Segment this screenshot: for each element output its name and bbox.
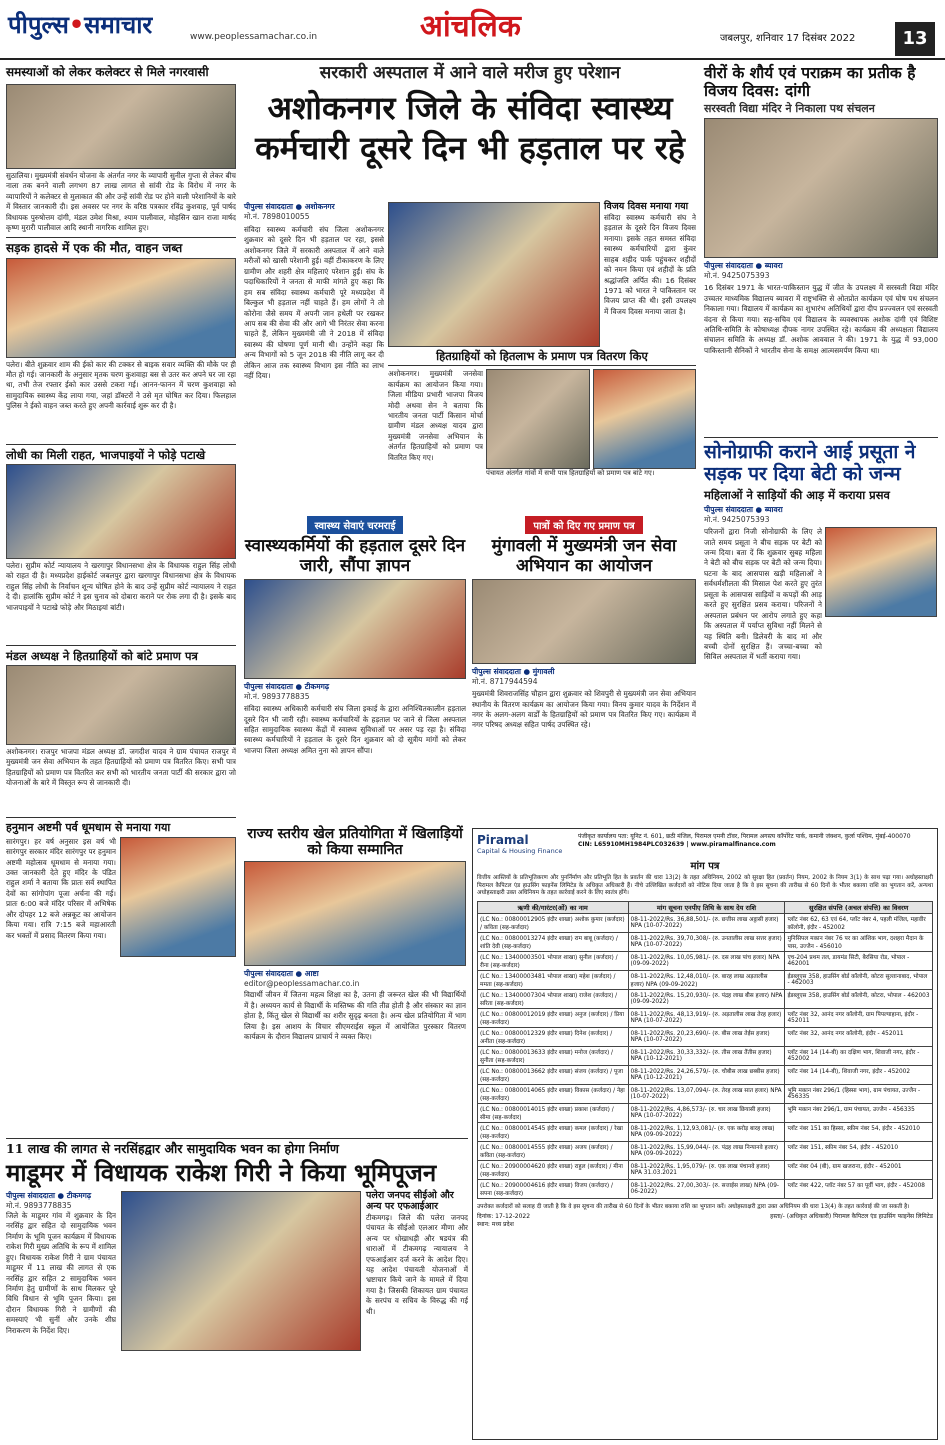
table-cell: (LC No.: 13400003481 भोपाल शाखा) महेश (कर्जदार) / ममता (सह-कर्जदार) (478, 970, 629, 989)
notice-intro: वित्तीय आस्तियों के प्रतिभूतिकरण और पुनर्निर्माण और प्रतिभूति हित के प्रवर्तन की धारा 13(2) के तहत अधिनियम, 2002 को सुरक्षा हित (प्रवर्तन) नियम, 2002 के नियम 3(1) के साथ पढ़ा गया। अधोहस्ताक्षरी पिरामल कैपिटल एंड हाउसिंग फाइनेंस लिमिटेड के अधिकृत अधिकारी हैं। नीचे उल्लिखित कर्जदारों को नोटिस दिया जाता है कि वे इस सूचना की तारीख से 60 दिनों के भीतर बकाया राशि का भुगतान करें, अन्यथा अधोहस्ताक्षरी उक्त अधिनियम के तहत कार्रवाई करने के लिए स्वतंत्र होंगे। (477, 875, 933, 897)
table-cell: प्लॉट नंबर 14 (14-बी), शिवाजी नगर, इंदौर - 452002 (785, 1065, 933, 1084)
notice-place: स्थान: मध्य प्रदेश (477, 1220, 514, 1228)
table-cell: प्लॉट नंबर 422, प्लॉट नंबर 57 का पूर्वी भाग, इंदौर - 452008 (785, 1179, 933, 1198)
contact: मो.नं. 7898010055 (244, 212, 310, 221)
table-row (478, 1160, 933, 1179)
dateline: जबलपुर, शनिवार 17 दिसंबर 2022 (720, 33, 856, 44)
table-cell: प्लॉट नंबर 151, स्कीम नंबर 54, इंदौर - 452010 (785, 1141, 933, 1160)
table-cell: ईडब्लूएस 358, हाउसिंग बोर्ड कॉलोनी, कोटरा, भोपाल - 462003 (785, 989, 933, 1008)
kicker: सरकारी अस्पताल में आने वाले मरीज हुए परेशान (319, 63, 621, 83)
lead-headline-line1: अशोकनगर जिले के संविदा स्वास्थ्य (267, 88, 673, 127)
photo (120, 837, 236, 957)
table-row (478, 932, 933, 951)
story-body: टीकमगढ़। जिले की पलेरा जनपद पंचायत के सीईओ एलआर मीणा और अन्य पर धोखाधड़ी और षडयंत्र की धाराओं में टीकमगढ़ न्यायालय ने एफआईआर दर्ज करने के आदेश दिए। यह आदेश पंचायती योजनाओं में भ्रष्टाचार किये जाने के मामले में दिया गया है। जिसकी शिकायत ग्राम पंचायत के सरपंच व सचिव के विरुद्ध की गई थी। (366, 1212, 468, 1316)
table-cell: (LC No.: 00800013633 इंदौर शाखा) मनोज (कर्जदार) / सुनीता (सह-कर्जदार) (478, 1046, 629, 1065)
contact: मो.नं. 9893778835 (6, 1200, 72, 1210)
photo (6, 464, 236, 559)
table-cell: प्लॉट नंबर 32, आनंद नगर कॉलोनी, इंदौर - 452011 (785, 1027, 933, 1046)
story-body: परिजनों द्वारा निजी सोनोग्राफी के लिए ले जाते समय प्रसूता ने बीच सड़क पर बेटी को जन्म दिया। बता दें कि शुक्रवार सुबह महिला ने बेटी को बीच सड़क पर बेटी को जन्म दिया। घटना के बाद आसपास खड़ी महिलाओं ने सर्वधर्मशीलता की मिसाल पेश करते हुए तुरंत प्रसूता के आसपास साड़ियों व कपड़ों की आड़ करते हुए सुरक्षित प्रसव कराया। परिजनों ने अस्पताल प्रबंधन पर आरोप लगाते हुए कहा कि अस्पताल में पर्याप्त सुविधा नहीं मिलने से यह स्थिति बनी। डिलेवरी के बाद मां और बच्ची दोनों सुरक्षित हैं। जच्चा-बच्चा को सिविल अस्पताल में भर्ती कराया गया। (704, 527, 822, 662)
signatory: हस्ता/- (अधिकृत अधिकारी) पिरामल कैपिटल एंड हाउसिंग फाइनेंस लिमिटेड (770, 1212, 933, 1220)
story-headline: लोधी का मिली राहत, भाजपाइयों ने फोड़े पटाखे (6, 447, 206, 462)
contact: मो.नं. 8717944594 (472, 677, 538, 687)
table-cell: (LC No.: 00800013274 इंदौर शाखा) राम बाबू (कर्जदार) / शांति देवी (सह-कर्जदार) (478, 932, 629, 951)
table-cell: 08-11-2022/Rs. 24,26,579/- (रु. चौबीस लाख छब्बीस हजार) NPA (10-12-2021) (628, 1065, 785, 1084)
table-row (478, 1141, 933, 1160)
website-url[interactable]: www.peoplessamachar.co.in (190, 32, 318, 42)
table-cell: (LC No.: 00800014545 इंदौर शाखा) कमल (कर्जदार) / रेखा (सह-कर्जदार) (478, 1122, 629, 1141)
table-cell: 08-11-2022/Rs. 48,13,919/- (रु. अड़तालीस लाख तेरह हजार) NPA (10-07-2022) (628, 1008, 785, 1027)
table-cell: (LC No.: 00800012019 इंदौर शाखा) अनुज (कर्जदार) / प्रिया (सह-कर्जदार) (478, 1008, 629, 1027)
divider (6, 237, 236, 238)
certificate-story (388, 350, 696, 504)
photo (6, 258, 236, 358)
demand-notice-advert (472, 828, 938, 1440)
table-cell: ईडब्लूएस 358, हाउसिंग बोर्ड कॉलोनी, कोटरा सुल्तानाबाद, भोपाल - 462003 (785, 970, 933, 989)
story-headline: स्वास्थ्यकर्मियों की हड़ताल दूसरे दिन जारी, सौंपा ज्ञापन (244, 536, 466, 576)
photo (486, 369, 590, 469)
table-cell: (LC No.: 00800014555 इंदौर शाखा) अजय (कर्जदार) / कविता (सह-कर्जदार) (478, 1141, 629, 1160)
notice-table (477, 901, 933, 1199)
table-cell: (LC No.: 00800013662 इंदौर शाखा) संजय (कर्जदार) / पूजा (सह-कर्जदार) (478, 1065, 629, 1084)
story-headline: सड़क हादसे में एक की मौत, वाहन जब्त (6, 240, 183, 255)
story-headline: वीरों के शौर्य एवं पराक्रम का प्रतीक है विजय दिवस: दांगी (704, 63, 916, 100)
photo (244, 861, 466, 966)
divider (704, 437, 938, 438)
table-cell: (LC No.: 20900004620 इंदौर शाखा) राहुल (कर्जदार) / मीना (सह-कर्जदार) (478, 1160, 629, 1179)
table-cell: 08-11-2022/Rs. 39,70,308/- (रु. उनतालीस लाख सत्तर हजार) NPA (10-07-2022) (628, 932, 785, 951)
table-row (478, 989, 933, 1008)
table-row (478, 1103, 933, 1122)
story-body: सुठालिया। मुख्यमंत्री संवर्धन योजना के अंतर्गत नगर के व्यापारी सुनील गुप्ता से लेकर बीच नाला तक बनने वाली लगभग 87 लाख लागत से सांवी रोड के विरोध में नगर के व्यापारियों ने कलेक्टर से मुलाकात की और उन्हें सांवी रोड पर होने वाली परेशानियों के बारे में विस्तार जानकारी दी। इस अवसर पर नगर के वरिष्ठ पत्रकार रविंद्र कुशवाह, पूर्व पार्षद विधायक पुरुषोत्तम दांगी, मंडल उमेश मिश्रा, श्याम पालीवाल, मोहसिन खान राजा मार्षद कृष्ण मुरारी पालीवाल आदि स्थानी नागरिक शामिल हुए। (6, 170, 236, 232)
lead-headline-line2: कर्मचारी दूसरे दिन भी हड़ताल पर रहे (255, 129, 685, 168)
story-body: जिले के माडूमर गांव में शुक्रवार के दिन नरसिंह द्वार सहित दो सामुदायिक भवन निर्माण के भूमि पूजन कार्यक्रम में विधायक राकेश गिरी मुख्य अतिथि के रूप में शामिल हुए। विधायक राकेश गिरी ने ग्राम पंचायत माडूमर में 11 लाख की लागत से एक नरसिंह द्वार सहित 2 सामुदायिक भवन निर्माण हेतु ग्रामीणों के साथ मिलकर पूरे विधि विधान से भूमि पूजन किया। इस दौरान विधायक गिरी ने ग्रामीणों की समस्याएं भी सुनीं और उनके शीघ्र निराकरण के निर्देश दिए। (6, 1210, 116, 1335)
masthead (0, 0, 945, 60)
mungaoli-story (472, 514, 696, 799)
story-body: संविदा स्वास्थ्य कर्मचारी संघ जिला अशोकनगर शुक्रवार को दूसरे दिन भी हड़ताल पर रहा, इससे अशोकनगर जिले में सरकारी अस्पताल में आने वाले मरीजों को खासी परेशानी हुई। वहीं टीकाकरण के लिए ग्रामीण और शहरी क्षेत्र महिलाएं परेशान हुईं। संघ के पदाधिकारियों ने जनता से माफी मांगते हुए कहा कि हम सब संविदा स्वास्थ्य कर्मचारी पूरे मध्यप्रदेश में बिल्कुल भी हड़ताल नहीं चाहते हैं। हम लोगों ने तो कोरोना जैसे समय में अपनी जान हथेली पर रखकर आप सब की सेवा की और आगे भी निरंतर सेवा करना चाहते हैं, लेकिन मुख्यमंत्री जी ने 2018 में संविदा स्वास्थ्य की घोषणा पूर्ण मानी थी। उन्होंने कहा कि अन्य विभागों को 5 जून 2018 की नीति लागू कर दी लेकिन आज तक स्वास्थ्य विभाग इस नीति का लाभ नहीं दिया। (244, 225, 384, 381)
table-row (478, 1084, 933, 1103)
lead-photo (388, 202, 600, 347)
story-headline: मुंगावली में मुख्यमंत्री जन सेवा अभियान का आयोजन (491, 536, 677, 576)
table-cell: प्लॉट नंबर 32, आनंद नगर कॉलोनी, ग्राम पिपल्याहाना, इंदौर - 452011 (785, 1008, 933, 1027)
subheading: विजय दिवस मनाया गया (604, 201, 689, 212)
table-cell: (LC No.: 13400007304 भोपाल शाखा) राजेश (कर्जदार) / सरिता (सह-कर्जदार) (478, 989, 629, 1008)
notice-date: दिनांक: 17-12-2022 (477, 1212, 531, 1220)
table-header: ऋणी की/गारंटर(ओं) का नाम (478, 901, 629, 913)
table-cell: (LC No.: 00800014015 इंदौर शाखा) प्रकाश (कर्जदार) / सीमा (सह-कर्जदार) (478, 1103, 629, 1122)
cin: CIN: L65910MH1984PLC032639 | www.piramalfinance.com (578, 840, 776, 848)
section-title: आंचलिक (420, 9, 521, 44)
kicker: 11 लाख की लागत से नरसिंहद्वार और सामुदायिक भवन का होगा निर्माण (6, 1141, 339, 1156)
byline: पीपुल्स संवाददाता ● टीकमगढ़ (244, 682, 330, 692)
table-cell: मुनिसिपल मकान नंबर 76 पर का आंशिक भाग, दशहरा मैदान के पास, उज्जैन - 456010 (785, 932, 933, 951)
table-cell: 08-11-2022/Rs. 4,86,573/- (रु. चार लाख छियासी हजार) NPA (10-07-2022) (628, 1103, 785, 1122)
table-row (478, 1027, 933, 1046)
table-cell: 08-11-2022/Rs. 1,95,079/- (रु. एक लाख पंचानवे हजार) NPA 31.03.2021 (628, 1160, 785, 1179)
story-body: मुख्यमंत्री शिवराजसिंह चौहान द्वारा शुक्रवार को शिवपुरी से मुख्यमंत्री जन सेवा अभियान स्थानीय के वितरण कार्यक्रम का आयोजन किया गया। विनय कुमार यादव के निर्देशन में नगर के अलग-अलग वार्डों के हितग्राहियों को प्रमाण पत्र वितरित किए गए। कार्यक्रम में नगर परिषद अध्यक्ष सहित पार्षद उपस्थित रहे। (472, 689, 696, 730)
story-body: अशोकनगर। राजपुर भाजपा मंडल अध्यक्ष डॉ. जगदीश यादव ने ग्राम पंचायत राजपुर में मुख्यमंत्री जन सेवा अभियान के तहत हितग्राहियों को प्रमाण पत्र वितरित किए। सभी पात्र हितग्राहियों को प्रमाण पत्र वितरित कर सभी को भारतीय जनता पार्टी की सरकार द्वारा जो योजनाओं के बारे में विस्तृत रूप से जानकारी दी। (6, 747, 236, 788)
story-headline: सोनोग्राफी कराने आई प्रसूता ने सड़क पर दिया बेटी को जन्म (704, 441, 916, 486)
table-row (478, 1122, 933, 1141)
notice-title: मांग पत्र (690, 861, 720, 872)
story-body: पलेरा। सुप्रीम कोर्ट न्यायालय ने खरगापुर विधानसभा क्षेत्र के विधायक राहुल सिंह लोधी को राहत दी है। मध्यप्रदेश हाईकोर्ट जबलपुर द्वारा खरगापुर विधानसभा क्षेत्र के विधायक राहुल सिंह लोधी के निर्वाचन शून्य घोषित होने के बाद उन्हें सुप्रीम कोर्ट न्यायालय ने राहत दे दी। हालांकि सुप्रीम कोर्ट ने इस चुनाव को दोबारा कराने पर रोक लगा दी है। इसके बाद भाजपाइयों ने पटाखे फोड़े और मिठाइयां बांटी। (6, 560, 236, 612)
table-cell: 08-11-2022/Rs. 15,20,930/- (रु. पंद्रह लाख बीस हजार) NPA (09-09-2022) (628, 989, 785, 1008)
contact[interactable]: editor@peoplessamachar.co.in (244, 979, 360, 989)
lead-story (244, 64, 696, 167)
left-column (6, 64, 236, 1007)
table-cell: 08-11-2022/Rs. 15,99,044/- (रु. पंद्रह लाख निन्यानवे हजार) NPA (09-09-2022) (628, 1141, 785, 1160)
table-cell: (LC No.: 13400003501 भोपाल शाखा) सुनील (कर्जदार) / रीना (सह-कर्जदार) (478, 951, 629, 970)
table-cell: प्लॉट नंबर 14 (14-बी) का दक्षिण भाग, शिवाजी नगर, इंदौर - 452002 (785, 1046, 933, 1065)
photo (593, 369, 697, 469)
photo-caption: पंचायत अंतर्गत गांवों में सभी पात्र हितग्राहियों को प्रमाण पत्र बांटे गए। (486, 469, 655, 478)
table-cell: 08-11-2022/Rs. 30,33,332/- (रु. तीस लाख तैंतीस हजार) NPA (10-12-2021) (628, 1046, 785, 1065)
table-cell: (LC No.: 00800012905 इंदौर शाखा) अशोक कुमार (कर्जदार) / कविता (सह-कर्जदार) (478, 913, 629, 932)
story-headline: समस्याओं को लेकर कलेक्टर से मिले नगरवासी (6, 65, 209, 79)
story-headline: राज्य स्तरीय खेल प्रतियोगिता में खिलाड़ियों को किया सम्मानित (247, 826, 463, 859)
table-header: मांग सूचना एनपीए तिथि के साथ देय राशि (628, 901, 785, 913)
byline: पीपुल्स संवाददाता ● मुंगावली (472, 667, 555, 677)
divider (6, 1138, 468, 1139)
table-cell: प्लॉट नंबर 04 (बी), ग्राम खजराना, इंदौर - 452001 (785, 1160, 933, 1179)
byline: पीपुल्स संवाददाता ● टीकमगढ़ (6, 1190, 92, 1200)
table-cell: 08-11-2022/Rs. 12,48,010/- (रु. बारह लाख अड़तालीस हजार) NPA (09-09-2022) (628, 970, 785, 989)
table-cell: प्लॉट नंबर 62, 63 एवं 64, प्लॉट नंबर 4, पहली मंजिल, महावीर कॉलोनी, इंदौर - 452002 (785, 913, 933, 932)
newspaper-logo: पीपुल्स•समाचार (8, 10, 153, 39)
section-tag: स्वास्थ्य सेवाएं चरमराई (307, 516, 404, 534)
table-cell: 08-11-2022/Rs. 36,88,501/- (रु. छत्तीस लाख अट्ठासी हजार) NPA (10-07-2022) (628, 913, 785, 932)
subheading: सरस्वती विद्या मंदिर ने निकाला पथ संचलन (704, 101, 875, 115)
story-body: संविदा स्वास्थ्य अधिकारी कर्मचारी संघ जिला इकाई के द्वारा अनिश्चितकालीन हड़ताल दूसरे दिन भी जारी रही। स्वास्थ्य कर्मचारियों के हड़ताल पर जाने से जिला अस्पताल सहित सामुदायिक स्वास्थ्य केंद्रों में स्वास्थ्य सुविधाओं पर असर पड़ रहा है। संविदा स्वास्थ्य कर्मचारियों ने हड़ताल के दूसरे दिन शुक्रवार को दो सूत्रीय मांगों को लेकर भाजपा जिला अध्यक्ष अमित नुना को ज्ञापन सौंपा। (244, 704, 466, 755)
table-row (478, 1179, 933, 1198)
byline: पीपुल्स संवाददाता ● ब्यावरा (704, 261, 783, 271)
photo (121, 1191, 361, 1351)
table-cell: भूमि मकान नंबर 296/1, ग्राम पंचायत, उज्जैन - 456335 (785, 1103, 933, 1122)
divider (6, 817, 236, 818)
page-number: 13 (895, 22, 935, 56)
madumar-story (6, 1138, 468, 1401)
photo (825, 527, 937, 617)
story-headline: हितग्राहियों को हितलाभ के प्रमाण पत्र वितरण किए (388, 350, 696, 366)
right-column (704, 64, 938, 747)
divider (6, 645, 236, 646)
photo (244, 579, 466, 679)
table-cell: प्लॉट नंबर 151 का हिस्सा, स्कीम नंबर 54, इंदौर - 452010 (785, 1122, 933, 1141)
photo (472, 579, 696, 664)
contact: मो.नं. 9893778835 (244, 692, 310, 702)
story-headline: माडूमर में विधायक राकेश गिरी ने किया भूमिपूजन (6, 1158, 437, 1188)
table-cell: (LC No.: 00800012329 इंदौर शाखा) दिनेश (कर्जदार) / अनीता (सह-कर्जदार) (478, 1027, 629, 1046)
divider (6, 444, 236, 445)
photo (6, 665, 236, 745)
story-body: अशोकनगर। मुख्यमंत्री जनसेवा कार्यक्रम का आयोजन किया गया। जिला मीडिया प्रभारी भाजपा विजय मोदी अथवा सेन ने बताया कि भारतीय जनता पार्टी किसान मोर्चा ग्रामीण मंडल अध्यक्ष यादव द्वारा मुख्यमंत्री जनसेवा अभियान के अंतर्गत हितग्राहियों को प्रमाण पत्र वितरित किए गए। (388, 369, 483, 462)
byline: पीपुल्स संवाददाता ● आष्टा (244, 969, 319, 979)
story-headline: हनुमान अष्टमी पर्व धूमधाम से मनाया गया (6, 821, 171, 835)
piramal-logo: Piramal Capital & Housing Finance (477, 833, 563, 855)
subheading: पलेरा जनपद सीईओ और अन्य पर एफआईआर (366, 1189, 454, 1212)
table-row (478, 913, 933, 932)
byline: पीपुल्स संवाददाता ● अशोकनगर (244, 202, 335, 211)
table-cell: भूमि मकान नंबर 296/1 (हिस्सा भाग), ग्राम पंचायत, उज्जैन - 456335 (785, 1084, 933, 1103)
table-cell: 08-11-2022/Rs. 10,05,981/- (रु. दस लाख पांच हजार) NPA (09-09-2022) (628, 951, 785, 970)
story-body: संविदा स्वास्थ्य कर्मचारी संघ ने हड़ताल के दूसरे दिन विजय दिवस मनाया। इसके तहत समस्त संविदा स्वास्थ्य कर्मचारियों द्वारा कुंवर साहब शहीद पार्क पहुंचकर शहीदों को नमन किया एवं शहीदों के प्रति श्रद्धांजलि अर्पित की। 16 दिसंबर 1971 को भारत ने पाकिस्तान पर विजय प्राप्त की थी। इसी उपलक्ष्य में विजय दिवस मनाया जाता है। (604, 212, 696, 316)
table-row (478, 1046, 933, 1065)
table-row (478, 1065, 933, 1084)
notice-footer: उपरोक्त कर्जदारों को सलाह दी जाती है कि वे इस सूचना की तारीख से 60 दिनों के भीतर बकाया राशि का भुगतान करें। अधोहस्ताक्षरी द्वारा उक्त अधिनियम की धारा 13(4) के तहत कार्रवाई की जा सकती है। (477, 1203, 910, 1210)
table-cell: 08-11-2022/Rs. 13,07,094/- (रु. तेरह लाख सात हजार) NPA (10-07-2022) (628, 1084, 785, 1103)
photo (6, 84, 236, 169)
photo (704, 118, 938, 258)
story-body: पलेरा। बीते शुक्रवार शाम की ईको कार की टक्कर से बाइक सवार व्यक्ति की मौके पर ही मौत हो गई। जानकारी के अनुसार मृतक चरण कुशवाहा बस से उतर कर अपने घर जा रहा था, तभी तेज रफ्तार ईको कार उससे टकरा गई। आनन-फानन में चरण कुशवाहा को सामुदायिक स्वास्थ्य केंद्र लाया गया, जहां डॉक्टरों ने उसे मृत घोषित कर दिया। फिलहाल पुलिस ने ईको वाहन जब्त करते हुए अपनी कार्रवाई शुरू कर दी है। (6, 359, 236, 411)
story-headline: मंडल अध्यक्ष ने हितग्राहियों को बांटे प्रमाण पत्र (6, 648, 198, 663)
story-body: विद्यार्थी जीवन में जितना महत्व शिक्षा का है, उतना ही जरूरत खेल की भी विद्यार्थियों में है। अध्ययन कार्य से विद्यार्थी के मस्तिष्क की गति तीव्र होती है और संस्कार का ज्ञान होता है, किंतु खेल से विद्यार्थी का शरीर सुदृढ़ बनता है। अन्य खेल प्रतियोगिता में भाग लिया है। इस आशय के विचार सीएमराईस स्कूल में आयोजित पुरस्कार वितरण कार्यक्रम के दौरान विद्यालय प्राचार्य ने व्यक्त किए। (244, 990, 466, 1041)
table-cell: 08-11-2022/Rs. 27,00,303/- (रु. सत्ताईस लाख) NPA (09-06-2022) (628, 1179, 785, 1198)
section-tag: पात्रों को दिए गए प्रमाण पत्र (525, 516, 642, 534)
lead-text-column (244, 202, 384, 515)
byline: पीपुल्स संवाददाता ● ब्यावरा (704, 505, 783, 515)
table-cell: एच-204 प्रथम तल, डायमंड सिटी, बैरसिया रोड, भोपाल - 462001 (785, 951, 933, 970)
table-cell: 08-11-2022/Rs. 1,12,93,081/- (रु. एक करोड़ बारह लाख) NPA (09-09-2022) (628, 1122, 785, 1141)
contact: मो.नं. 9425075393 (704, 515, 770, 525)
table-cell: (LC No.: 20900004616 इंदौर शाखा) विजय (कर्जदार) / सपना (सह-कर्जदार) (478, 1179, 629, 1198)
table-row (478, 970, 933, 989)
subheading: महिलाओं ने साड़ियों की आड़ में कराया प्रसव (704, 487, 890, 502)
sports-story (244, 826, 466, 1095)
registered-office: पंजीकृत कार्यालय पता: यूनिट नं. 601, छठी मंजिल, पिरामल एमनी टॉवर, पिरामल अगस्त्य कॉर्पोरेट पार्क, कमानी जंक्शन, कुर्ला पश्चिम, मुंबई-400070 (578, 833, 911, 840)
strike-story (244, 514, 466, 804)
contact: मो.नं. 9425075393 (704, 271, 770, 281)
table-row (478, 1008, 933, 1027)
vijay-diwas-box (604, 202, 696, 348)
table-header: सुरक्षित संपत्ति (अचल संपत्ति) का विवरण (785, 901, 933, 913)
story-body: 16 दिसंबर 1971 के भारत-पाकिस्तान युद्ध में जीत के उपलक्ष्य में सरस्वती विद्या मंदिर उच्चतर माध्यमिक विद्यालय ब्यावरा में राष्ट्रभक्ति से ओतप्रोत कार्यक्रम एवं घोष पथ संचलन निकाला गया। विद्यालय में कार्यक्रम का शुभारंभ अतिथियों द्वारा दीप प्रज्ज्वलन एवं सरस्वती वंदना से किया गया। सह-सचिव एवं विद्यालय के व्यवस्थापक अशोक दांगी एवं विशिष्ट अतिथि-समिति के कोषाध्यक्ष दीपक नागर उपस्थित रहे। कार्यक्रम की अध्यक्षता विद्यालय संचालन समिति के अध्यक्ष डॉ. अशोक आववाल ने की। 1971 के युद्ध में 93,000 पाकिस्तानी सैनिकों ने भारतीय सेना के समक्ष आत्मसमर्पण किया था। (704, 283, 938, 355)
table-cell: 08-11-2022/Rs. 20,23,690/- (रु. बीस लाख तेईस हजार) NPA (10-07-2022) (628, 1027, 785, 1046)
table-cell: (LC No.: 00800014065 इंदौर शाखा) विकास (कर्जदार) / नेहा (सह-कर्जदार) (478, 1084, 629, 1103)
table-row (478, 951, 933, 970)
story-body: सारंगपुर। हर वर्ष अनुसार इस वर्ष भी सारंगपुर सरकार मंदिर सारंगपुर पर हनुमान अष्टमी महोत्सव धूमधाम से मनाया गया। उक्त जानकारी देते हुए मंदिर के पंडित राहुल शर्मा ने बताया कि प्रातः सर्व स्थापित देवों का सांगोपांग पूजा अर्चना की गई। प्रातः 6:00 बजे मंदिर परिसर में अभिषेक और दोपहर 12 बजे अन्नकूट का आयोजन किया गया। रात्रि 7:15 बजे महाआरती कर भक्तों में प्रसाद वितरण किया गया। (6, 836, 116, 940)
